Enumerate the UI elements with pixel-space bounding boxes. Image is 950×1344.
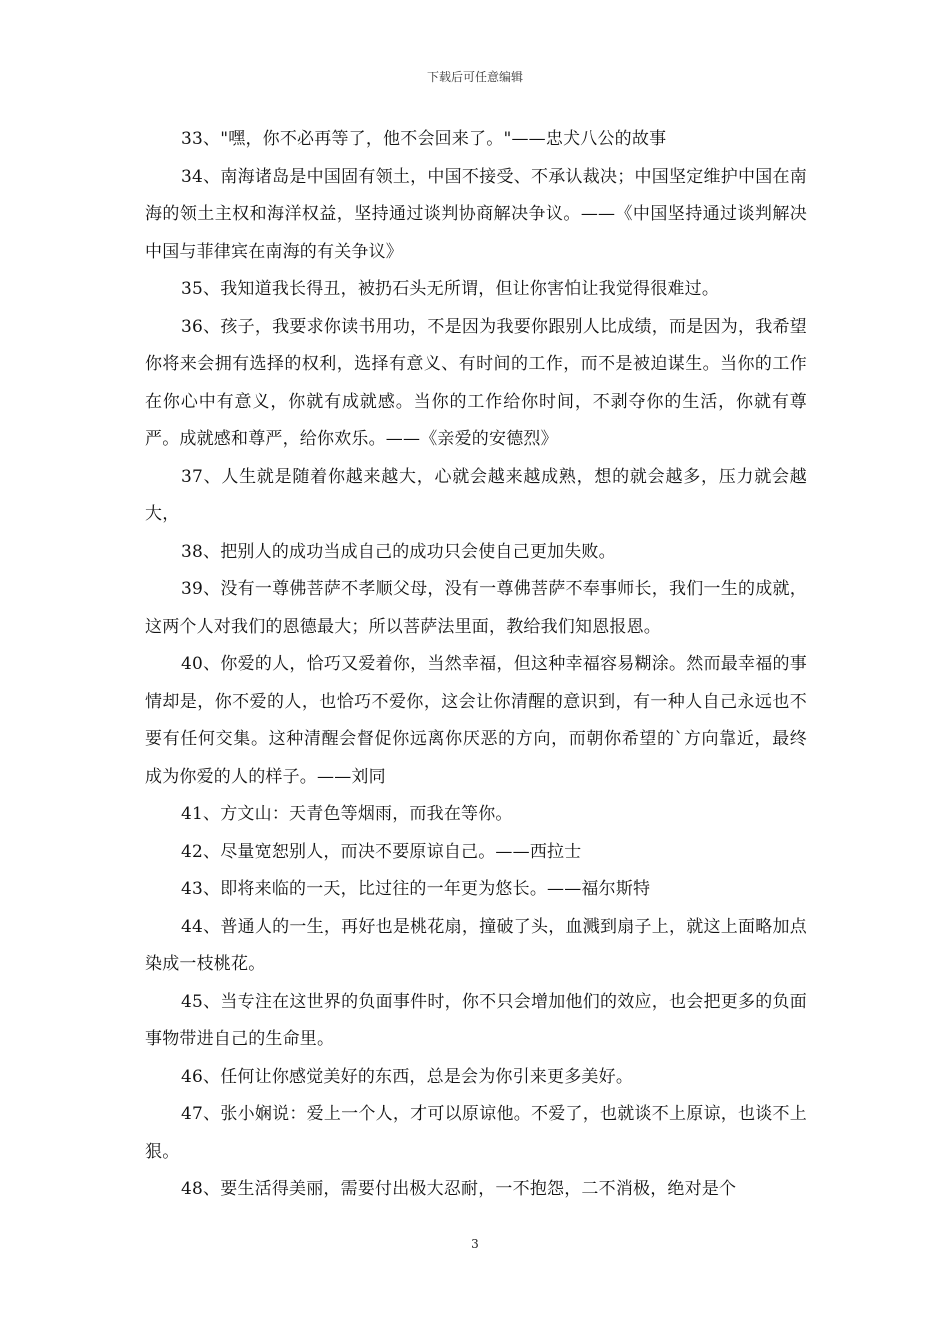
quote-paragraph-43: 43、即将来临的一天，比过往的一年更为悠长。——福尔斯特: [181, 879, 651, 899]
quote-paragraph-37: 37、人生就是随着你越来越大，心就会越来越成熟，想的就会越多，压力就会越大，: [145, 466, 807, 524]
page-number: 3: [471, 1237, 479, 1251]
quote-paragraph-39: 39、没有一尊佛菩萨不孝顺父母，没有一尊佛菩萨不奉事师长，我们一生的成就，这两个人对我们的恩德最大；所以菩萨法里面，教给我们知恩报恩。: [145, 579, 807, 637]
quote-paragraph-40: 40、你爱的人，恰巧又爱着你，当然幸福，但这种幸福容易糊涂。然而最幸福的事情却是，你不爱的人，也恰巧不爱你，这会让你清醒的意识到，有一种人自己永远也不要有任何交集。这种清醒会督促你远离你厌恶的方向，而朝你希望的`方向靠近，最终成为你爱的人的样子。——刘同: [145, 654, 807, 787]
quote-paragraph-36: 36、孩子，我要求你读书用功，不是因为我要你跟别人比成绩，而是因为，我希望你将来会拥有选择的权利，选择有意义、有时间的工作，而不是被迫谋生。当你的工作在你心中有意义，你就有成就感。当你的工作给你时间，不剥夺你的生活，你就有尊严。成就感和尊严，给你欢乐。——《亲爱的安德烈》: [145, 316, 807, 449]
quote-paragraph-47: 47、张小娴说：爱上一个人，才可以原谅他。不爱了，也就谈不上原谅，也谈不上狠。: [145, 1104, 807, 1162]
quote-paragraph-33: 33、"嘿，你不必再等了，他不会回来了。"——忠犬八公的故事: [181, 129, 667, 149]
quote-paragraph-48: 48、要生活得美丽，需要付出极大忍耐，一不抱怨，二不消极，绝对是个: [181, 1179, 737, 1199]
quote-paragraph-46: 46、任何让你感觉美好的东西，总是会为你引来更多美好。: [181, 1066, 634, 1087]
quote-paragraph-44: 44、普通人的一生，再好也是桃花扇，撞破了头，血溅到扇子上，就这上面略加点染成一枝桃花。: [145, 916, 807, 974]
quote-paragraph-42: 42、尽量宽恕别人，而决不要原谅自己。——西拉士: [181, 841, 582, 862]
quote-paragraph-41: 41、方文山：天青色等烟雨，而我在等你。: [181, 804, 513, 824]
quote-paragraph-38: 38、把别人的成功当成自己的成功只会使自己更加失败。: [181, 541, 616, 562]
document-body: [145, 121, 807, 1209]
quote-paragraph-45: 45、当专注在这世界的负面事件时，你不只会增加他们的效应，也会把更多的负面事物带进自己的生命里。: [145, 991, 807, 1049]
quote-paragraph-34: 34、南海诸岛是中国固有领土，中国不接受、不承认裁决；中国坚定维护中国在南海的领土主权和海洋权益，坚持通过谈判协商解决争议。——《中国坚持通过谈判解决中国与菲律宾在南海的有关争议》: [145, 166, 807, 262]
quote-paragraph-35: 35、我知道我长得丑，被扔石头无所谓，但让你害怕让我觉得很难过。: [181, 279, 720, 299]
page-header: 下载后可任意编辑: [426, 70, 523, 84]
